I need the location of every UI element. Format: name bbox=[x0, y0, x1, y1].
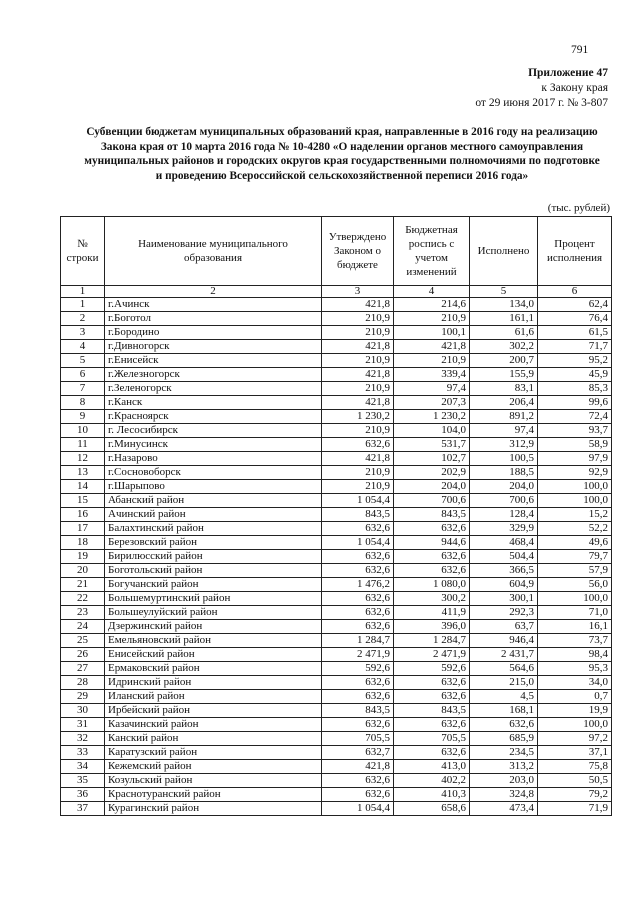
municipality-cell: г.Зеленогорск bbox=[105, 382, 322, 396]
budget-schedule-cell: 410,3 bbox=[394, 788, 470, 802]
percent-cell: 100,0 bbox=[538, 494, 612, 508]
budget-schedule-cell: 97,4 bbox=[394, 382, 470, 396]
budget-schedule-cell: 2 471,9 bbox=[394, 648, 470, 662]
row-number-cell: 31 bbox=[61, 718, 105, 732]
percent-cell: 0,7 bbox=[538, 690, 612, 704]
executed-cell: 234,5 bbox=[470, 746, 538, 760]
percent-cell: 34,0 bbox=[538, 676, 612, 690]
executed-cell: 473,4 bbox=[470, 802, 538, 816]
row-number-cell: 27 bbox=[61, 662, 105, 676]
row-number-cell: 16 bbox=[61, 508, 105, 522]
table-row bbox=[61, 690, 612, 704]
executed-cell: 891,2 bbox=[470, 410, 538, 424]
executed-cell: 604,9 bbox=[470, 578, 538, 592]
percent-cell: 37,1 bbox=[538, 746, 612, 760]
budget-schedule-cell: 214,6 bbox=[394, 298, 470, 312]
municipality-cell: Иланский район bbox=[105, 690, 322, 704]
budget-schedule-cell: 632,6 bbox=[394, 690, 470, 704]
title-line: и проведению Всероссийской сельскохозяйственной переписи 2016 года» bbox=[155, 169, 529, 182]
row-number-cell: 11 bbox=[61, 438, 105, 452]
title-line: Закона края от 10 марта 2016 года № 10-4280 «О наделении органов местного самоуправления bbox=[100, 140, 584, 153]
percent-cell: 45,9 bbox=[538, 368, 612, 382]
executed-cell: 4,5 bbox=[470, 690, 538, 704]
percent-cell: 99,6 bbox=[538, 396, 612, 410]
approved-cell: 421,8 bbox=[322, 396, 394, 410]
percent-cell: 50,5 bbox=[538, 774, 612, 788]
executed-cell: 200,7 bbox=[470, 354, 538, 368]
municipality-cell: Емельяновский район bbox=[105, 634, 322, 648]
approved-cell: 2 471,9 bbox=[322, 648, 394, 662]
header-row-number: № строки bbox=[61, 217, 105, 286]
municipality-cell: Богучанский район bbox=[105, 578, 322, 592]
municipality-cell: г. Лесосибирск bbox=[105, 424, 322, 438]
percent-cell: 15,2 bbox=[538, 508, 612, 522]
executed-cell: 632,6 bbox=[470, 718, 538, 732]
executed-cell: 134,0 bbox=[470, 298, 538, 312]
budget-schedule-cell: 413,0 bbox=[394, 760, 470, 774]
approved-cell: 421,8 bbox=[322, 760, 394, 774]
table-row bbox=[61, 410, 612, 424]
municipality-cell: Балахтинский район bbox=[105, 522, 322, 536]
municipality-cell: Абанский район bbox=[105, 494, 322, 508]
percent-cell: 19,9 bbox=[538, 704, 612, 718]
executed-cell: 97,4 bbox=[470, 424, 538, 438]
budget-schedule-cell: 843,5 bbox=[394, 508, 470, 522]
percent-cell: 100,0 bbox=[538, 480, 612, 494]
budget-schedule-cell: 100,1 bbox=[394, 326, 470, 340]
percent-cell: 16,1 bbox=[538, 620, 612, 634]
approved-cell: 632,6 bbox=[322, 774, 394, 788]
page-number: 791 bbox=[571, 44, 589, 56]
budget-schedule-cell: 207,3 bbox=[394, 396, 470, 410]
approved-cell: 632,6 bbox=[322, 592, 394, 606]
executed-cell: 946,4 bbox=[470, 634, 538, 648]
municipality-cell: г.Канск bbox=[105, 396, 322, 410]
row-number-cell: 1 bbox=[61, 298, 105, 312]
municipality-cell: Ачинский район bbox=[105, 508, 322, 522]
approved-cell: 1 476,2 bbox=[322, 578, 394, 592]
executed-cell: 468,4 bbox=[470, 536, 538, 550]
municipality-cell: г.Дивногорск bbox=[105, 340, 322, 354]
executed-cell: 63,7 bbox=[470, 620, 538, 634]
table-row bbox=[61, 438, 612, 452]
municipality-cell: Боготольский район bbox=[105, 564, 322, 578]
budget-schedule-cell: 102,7 bbox=[394, 452, 470, 466]
executed-cell: 203,0 bbox=[470, 774, 538, 788]
row-number-cell: 28 bbox=[61, 676, 105, 690]
executed-cell: 128,4 bbox=[470, 508, 538, 522]
approved-cell: 421,8 bbox=[322, 368, 394, 382]
title-line: муниципальных районов и городских округов края государственными полномочиями по подготовке bbox=[84, 155, 600, 167]
row-number-cell: 5 bbox=[61, 354, 105, 368]
table-row bbox=[61, 396, 612, 410]
header-approved: Утверждено Законом о бюджете bbox=[322, 217, 394, 286]
budget-schedule-cell: 411,9 bbox=[394, 606, 470, 620]
budget-schedule-cell: 402,2 bbox=[394, 774, 470, 788]
table-row bbox=[61, 312, 612, 326]
executed-cell: 504,4 bbox=[470, 550, 538, 564]
executed-cell: 312,9 bbox=[470, 438, 538, 452]
row-number-cell: 9 bbox=[61, 410, 105, 424]
column-number: 3 bbox=[322, 286, 394, 298]
budget-schedule-cell: 1 230,2 bbox=[394, 410, 470, 424]
approved-cell: 210,9 bbox=[322, 466, 394, 480]
percent-cell: 95,2 bbox=[538, 354, 612, 368]
budget-schedule-cell: 396,0 bbox=[394, 620, 470, 634]
row-number-cell: 21 bbox=[61, 578, 105, 592]
row-number-cell: 13 bbox=[61, 466, 105, 480]
percent-cell: 71,0 bbox=[538, 606, 612, 620]
budget-schedule-cell: 632,6 bbox=[394, 746, 470, 760]
municipality-cell: Краснотуранский район bbox=[105, 788, 322, 802]
row-number-cell: 22 bbox=[61, 592, 105, 606]
executed-cell: 300,1 bbox=[470, 592, 538, 606]
percent-cell: 79,2 bbox=[538, 788, 612, 802]
approved-cell: 1 054,4 bbox=[322, 802, 394, 816]
table-row bbox=[61, 662, 612, 676]
municipality-cell: г.Железногорск bbox=[105, 368, 322, 382]
percent-cell: 56,0 bbox=[538, 578, 612, 592]
percent-cell: 100,0 bbox=[538, 718, 612, 732]
table-row bbox=[61, 746, 612, 760]
table-row bbox=[61, 480, 612, 494]
executed-cell: 161,1 bbox=[470, 312, 538, 326]
budget-schedule-cell: 531,7 bbox=[394, 438, 470, 452]
row-number-cell: 23 bbox=[61, 606, 105, 620]
column-number: 4 bbox=[394, 286, 470, 298]
table-row bbox=[61, 634, 612, 648]
approved-cell: 421,8 bbox=[322, 298, 394, 312]
row-number-cell: 35 bbox=[61, 774, 105, 788]
budget-schedule-cell: 944,6 bbox=[394, 536, 470, 550]
percent-cell: 62,4 bbox=[538, 298, 612, 312]
approved-cell: 210,9 bbox=[322, 424, 394, 438]
executed-cell: 700,6 bbox=[470, 494, 538, 508]
budget-schedule-cell: 632,6 bbox=[394, 718, 470, 732]
table-row bbox=[61, 592, 612, 606]
percent-cell: 92,9 bbox=[538, 466, 612, 480]
budget-schedule-cell: 632,6 bbox=[394, 676, 470, 690]
budget-schedule-cell: 658,6 bbox=[394, 802, 470, 816]
municipality-cell: Курагинский район bbox=[105, 802, 322, 816]
budget-schedule-cell: 700,6 bbox=[394, 494, 470, 508]
row-number-cell: 25 bbox=[61, 634, 105, 648]
budget-schedule-cell: 1 080,0 bbox=[394, 578, 470, 592]
municipality-cell: г.Енисейск bbox=[105, 354, 322, 368]
approved-cell: 210,9 bbox=[322, 354, 394, 368]
executed-cell: 324,8 bbox=[470, 788, 538, 802]
table-row bbox=[61, 298, 612, 312]
executed-cell: 564,6 bbox=[470, 662, 538, 676]
header-executed: Исполнено bbox=[470, 217, 538, 286]
municipality-cell: Ирбейский район bbox=[105, 704, 322, 718]
executed-cell: 215,0 bbox=[470, 676, 538, 690]
municipality-cell: г.Боготол bbox=[105, 312, 322, 326]
table-body bbox=[61, 286, 612, 816]
row-number-cell: 8 bbox=[61, 396, 105, 410]
document-title bbox=[72, 125, 612, 183]
row-number-cell: 12 bbox=[61, 452, 105, 466]
row-number-cell: 20 bbox=[61, 564, 105, 578]
row-number-cell: 3 bbox=[61, 326, 105, 340]
approved-cell: 592,6 bbox=[322, 662, 394, 676]
table-row bbox=[61, 382, 612, 396]
executed-cell: 292,3 bbox=[470, 606, 538, 620]
table-row bbox=[61, 368, 612, 382]
municipality-cell: Каратузский район bbox=[105, 746, 322, 760]
row-number-cell: 19 bbox=[61, 550, 105, 564]
header-budget-schedule: Бюджетная роспись с учетом изменений bbox=[394, 217, 470, 286]
budget-schedule-cell: 843,5 bbox=[394, 704, 470, 718]
executed-cell: 2 431,7 bbox=[470, 648, 538, 662]
table-row bbox=[61, 522, 612, 536]
municipality-cell: г.Сосновоборск bbox=[105, 466, 322, 480]
executed-cell: 168,1 bbox=[470, 704, 538, 718]
approved-cell: 632,6 bbox=[322, 606, 394, 620]
percent-cell: 52,2 bbox=[538, 522, 612, 536]
percent-cell: 58,9 bbox=[538, 438, 612, 452]
municipality-cell: Кежемский район bbox=[105, 760, 322, 774]
approved-cell: 1 284,7 bbox=[322, 634, 394, 648]
percent-cell: 71,7 bbox=[538, 340, 612, 354]
percent-cell: 97,9 bbox=[538, 452, 612, 466]
table-row bbox=[61, 648, 612, 662]
appendix-block bbox=[475, 66, 608, 111]
table-row bbox=[61, 732, 612, 746]
percent-cell: 57,9 bbox=[538, 564, 612, 578]
table-row bbox=[61, 452, 612, 466]
table-row bbox=[61, 620, 612, 634]
row-number-cell: 36 bbox=[61, 788, 105, 802]
appendix-date: от 29 июня 2017 г. № 3-807 bbox=[475, 97, 608, 109]
table-row bbox=[61, 718, 612, 732]
budget-schedule-cell: 632,6 bbox=[394, 522, 470, 536]
table-row bbox=[61, 550, 612, 564]
title-line: Субвенции бюджетам муниципальных образований края, направленные в 2016 году на реализацию bbox=[86, 126, 598, 138]
header-municipality: Наименование муниципального образования bbox=[105, 217, 322, 286]
appendix-title: Приложение 47 bbox=[528, 67, 608, 79]
percent-cell: 98,4 bbox=[538, 648, 612, 662]
municipality-cell: г.Минусинск bbox=[105, 438, 322, 452]
budget-schedule-cell: 632,6 bbox=[394, 564, 470, 578]
approved-cell: 632,6 bbox=[322, 788, 394, 802]
budget-schedule-cell: 632,6 bbox=[394, 550, 470, 564]
percent-cell: 61,5 bbox=[538, 326, 612, 340]
executed-cell: 204,0 bbox=[470, 480, 538, 494]
approved-cell: 843,5 bbox=[322, 508, 394, 522]
municipality-cell: Канский район bbox=[105, 732, 322, 746]
table-row bbox=[61, 578, 612, 592]
table-row bbox=[61, 704, 612, 718]
approved-cell: 705,5 bbox=[322, 732, 394, 746]
row-number-cell: 24 bbox=[61, 620, 105, 634]
percent-cell: 100,0 bbox=[538, 592, 612, 606]
table-row bbox=[61, 340, 612, 354]
budget-schedule-cell: 421,8 bbox=[394, 340, 470, 354]
column-number: 6 bbox=[538, 286, 612, 298]
approved-cell: 632,6 bbox=[322, 550, 394, 564]
approved-cell: 843,5 bbox=[322, 704, 394, 718]
row-number-cell: 32 bbox=[61, 732, 105, 746]
approved-cell: 1 054,4 bbox=[322, 536, 394, 550]
municipality-cell: г.Красноярск bbox=[105, 410, 322, 424]
budget-schedule-cell: 705,5 bbox=[394, 732, 470, 746]
row-number-cell: 15 bbox=[61, 494, 105, 508]
approved-cell: 632,6 bbox=[322, 676, 394, 690]
approved-cell: 210,9 bbox=[322, 382, 394, 396]
table-row bbox=[61, 564, 612, 578]
percent-cell: 76,4 bbox=[538, 312, 612, 326]
executed-cell: 329,9 bbox=[470, 522, 538, 536]
municipality-cell: г.Бородино bbox=[105, 326, 322, 340]
executed-cell: 83,1 bbox=[470, 382, 538, 396]
executed-cell: 206,4 bbox=[470, 396, 538, 410]
municipality-cell: Дзержинский район bbox=[105, 620, 322, 634]
municipality-cell: г.Назарово bbox=[105, 452, 322, 466]
row-number-cell: 30 bbox=[61, 704, 105, 718]
municipality-cell: Большемуртинский район bbox=[105, 592, 322, 606]
approved-cell: 632,7 bbox=[322, 746, 394, 760]
budget-schedule-cell: 1 284,7 bbox=[394, 634, 470, 648]
table-row bbox=[61, 466, 612, 480]
municipality-cell: Енисейский район bbox=[105, 648, 322, 662]
table-row bbox=[61, 802, 612, 816]
table-row bbox=[61, 774, 612, 788]
row-number-cell: 10 bbox=[61, 424, 105, 438]
column-number: 5 bbox=[470, 286, 538, 298]
row-number-cell: 33 bbox=[61, 746, 105, 760]
table-row bbox=[61, 606, 612, 620]
header-percent: Процент исполнения bbox=[538, 217, 612, 286]
percent-cell: 49,6 bbox=[538, 536, 612, 550]
percent-cell: 97,2 bbox=[538, 732, 612, 746]
percent-cell: 72,4 bbox=[538, 410, 612, 424]
executed-cell: 313,2 bbox=[470, 760, 538, 774]
table-row bbox=[61, 494, 612, 508]
approved-cell: 1 230,2 bbox=[322, 410, 394, 424]
table-row bbox=[61, 424, 612, 438]
table-row bbox=[61, 760, 612, 774]
column-numbers-row bbox=[61, 286, 612, 298]
executed-cell: 302,2 bbox=[470, 340, 538, 354]
percent-cell: 85,3 bbox=[538, 382, 612, 396]
row-number-cell: 26 bbox=[61, 648, 105, 662]
municipality-cell: Козульский район bbox=[105, 774, 322, 788]
approved-cell: 632,6 bbox=[322, 690, 394, 704]
row-number-cell: 17 bbox=[61, 522, 105, 536]
budget-schedule-cell: 210,9 bbox=[394, 312, 470, 326]
municipality-cell: г.Шарыпово bbox=[105, 480, 322, 494]
subsidies-table bbox=[60, 216, 612, 816]
executed-cell: 155,9 bbox=[470, 368, 538, 382]
percent-cell: 95,3 bbox=[538, 662, 612, 676]
municipality-cell: Большеулуйский район bbox=[105, 606, 322, 620]
row-number-cell: 34 bbox=[61, 760, 105, 774]
row-number-cell: 29 bbox=[61, 690, 105, 704]
table-row bbox=[61, 326, 612, 340]
budget-schedule-cell: 339,4 bbox=[394, 368, 470, 382]
executed-cell: 685,9 bbox=[470, 732, 538, 746]
municipality-cell: Идринский район bbox=[105, 676, 322, 690]
approved-cell: 210,9 bbox=[322, 480, 394, 494]
approved-cell: 632,6 bbox=[322, 718, 394, 732]
municipality-cell: Казачинский район bbox=[105, 718, 322, 732]
table-row bbox=[61, 536, 612, 550]
municipality-cell: Ермаковский район bbox=[105, 662, 322, 676]
budget-schedule-cell: 592,6 bbox=[394, 662, 470, 676]
budget-schedule-cell: 300,2 bbox=[394, 592, 470, 606]
row-number-cell: 2 bbox=[61, 312, 105, 326]
percent-cell: 75,8 bbox=[538, 760, 612, 774]
executed-cell: 188,5 bbox=[470, 466, 538, 480]
row-number-cell: 37 bbox=[61, 802, 105, 816]
budget-schedule-cell: 202,9 bbox=[394, 466, 470, 480]
row-number-cell: 14 bbox=[61, 480, 105, 494]
municipality-cell: г.Ачинск bbox=[105, 298, 322, 312]
budget-schedule-cell: 104,0 bbox=[394, 424, 470, 438]
percent-cell: 71,9 bbox=[538, 802, 612, 816]
row-number-cell: 6 bbox=[61, 368, 105, 382]
units-label: (тыс. рублей) bbox=[547, 202, 610, 214]
budget-schedule-cell: 204,0 bbox=[394, 480, 470, 494]
row-number-cell: 4 bbox=[61, 340, 105, 354]
approved-cell: 1 054,4 bbox=[322, 494, 394, 508]
column-number: 2 bbox=[105, 286, 322, 298]
table-row bbox=[61, 788, 612, 802]
table-row bbox=[61, 508, 612, 522]
approved-cell: 210,9 bbox=[322, 312, 394, 326]
approved-cell: 210,9 bbox=[322, 326, 394, 340]
approved-cell: 421,8 bbox=[322, 340, 394, 354]
approved-cell: 421,8 bbox=[322, 452, 394, 466]
approved-cell: 632,6 bbox=[322, 438, 394, 452]
approved-cell: 632,6 bbox=[322, 620, 394, 634]
municipality-cell: Березовский район bbox=[105, 536, 322, 550]
table-row bbox=[61, 354, 612, 368]
percent-cell: 93,7 bbox=[538, 424, 612, 438]
column-number: 1 bbox=[61, 286, 105, 298]
approved-cell: 632,6 bbox=[322, 564, 394, 578]
table-row bbox=[61, 676, 612, 690]
row-number-cell: 18 bbox=[61, 536, 105, 550]
executed-cell: 61,6 bbox=[470, 326, 538, 340]
table-header-row bbox=[61, 217, 612, 286]
approved-cell: 632,6 bbox=[322, 522, 394, 536]
percent-cell: 73,7 bbox=[538, 634, 612, 648]
municipality-cell: Бирилюсский район bbox=[105, 550, 322, 564]
percent-cell: 79,7 bbox=[538, 550, 612, 564]
row-number-cell: 7 bbox=[61, 382, 105, 396]
executed-cell: 100,5 bbox=[470, 452, 538, 466]
appendix-law-ref: к Закону края bbox=[541, 82, 608, 94]
executed-cell: 366,5 bbox=[470, 564, 538, 578]
budget-schedule-cell: 210,9 bbox=[394, 354, 470, 368]
